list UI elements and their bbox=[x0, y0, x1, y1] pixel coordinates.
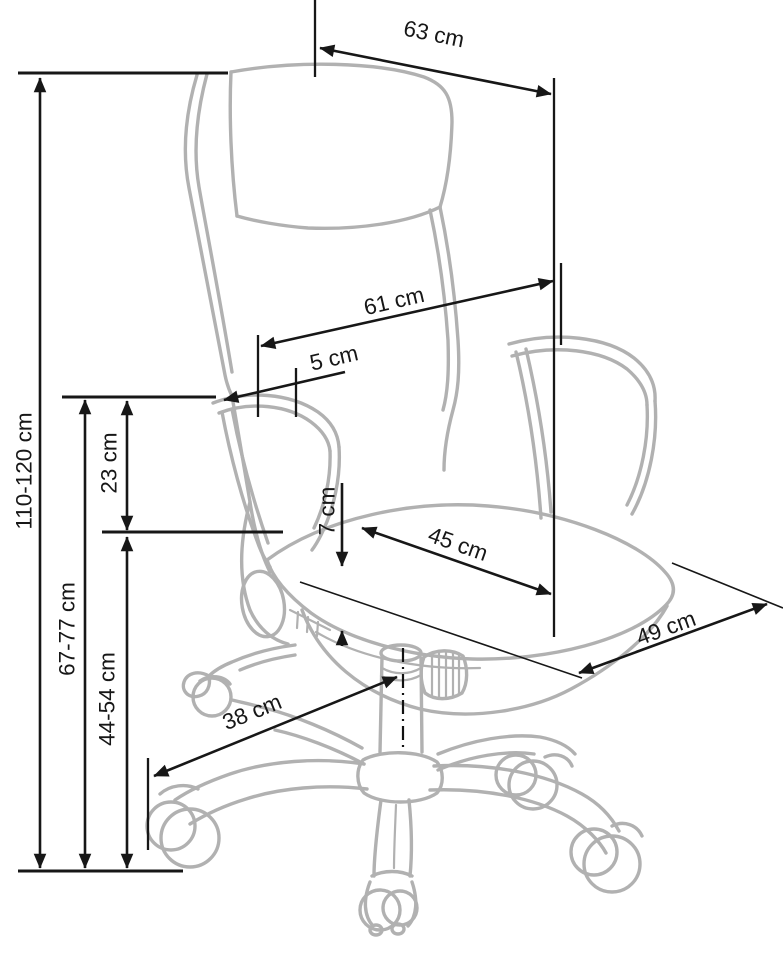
gas-lift-ring1 bbox=[382, 668, 421, 673]
label-overall-height: 110-120 cm bbox=[11, 412, 37, 530]
leg-center-left bbox=[374, 800, 381, 876]
gas-lift-ring2 bbox=[381, 675, 421, 680]
leg-center-right bbox=[409, 800, 411, 876]
leg-front-right-bottom bbox=[430, 790, 606, 853]
backrest-frame-inner bbox=[196, 74, 232, 372]
caster-center-fork-left bbox=[365, 882, 373, 926]
label-armrest-inset: 5 cm bbox=[307, 340, 361, 376]
leg-front-right-top bbox=[434, 766, 619, 831]
headrest-outline bbox=[231, 64, 452, 207]
left-armrest-rear bbox=[222, 412, 270, 567]
label-backrest-width: 61 cm bbox=[361, 281, 427, 321]
arrow-armrest-inset bbox=[224, 372, 345, 400]
label-seat-width: 45 cm bbox=[424, 521, 492, 567]
caster-center-ring bbox=[372, 872, 412, 877]
base-hub bbox=[358, 753, 442, 802]
arrow-overall-width bbox=[320, 48, 551, 94]
right-armrest-rear-support bbox=[516, 352, 541, 518]
ext-line-seat-depth-right bbox=[672, 563, 783, 608]
wheel-center-foot-right bbox=[392, 924, 404, 934]
label-backrest-height: 67-77 cm bbox=[54, 582, 80, 676]
leg-back-right-top bbox=[438, 736, 575, 754]
headrest-bottom bbox=[237, 207, 440, 228]
reference-lines bbox=[18, 0, 783, 871]
headrest-left-crease bbox=[230, 72, 237, 216]
chair-line-art bbox=[147, 64, 673, 935]
label-armrest-above-seat: 23 cm bbox=[96, 432, 122, 494]
label-overall-width: 63 cm bbox=[401, 15, 467, 53]
label-seat-thickness: 7 cm bbox=[314, 486, 340, 536]
caster-back-right-cap bbox=[545, 755, 572, 766]
gas-lift-left bbox=[380, 657, 382, 752]
leg-front-left-bottom bbox=[190, 787, 367, 824]
leg-center-seam bbox=[394, 805, 396, 868]
label-seat-height: 44-54 cm bbox=[94, 652, 120, 746]
label-seat-depth: 49 cm bbox=[632, 605, 700, 651]
label-base-leg-reach: 38 cm bbox=[218, 688, 286, 736]
lever-arm bbox=[209, 645, 295, 676]
